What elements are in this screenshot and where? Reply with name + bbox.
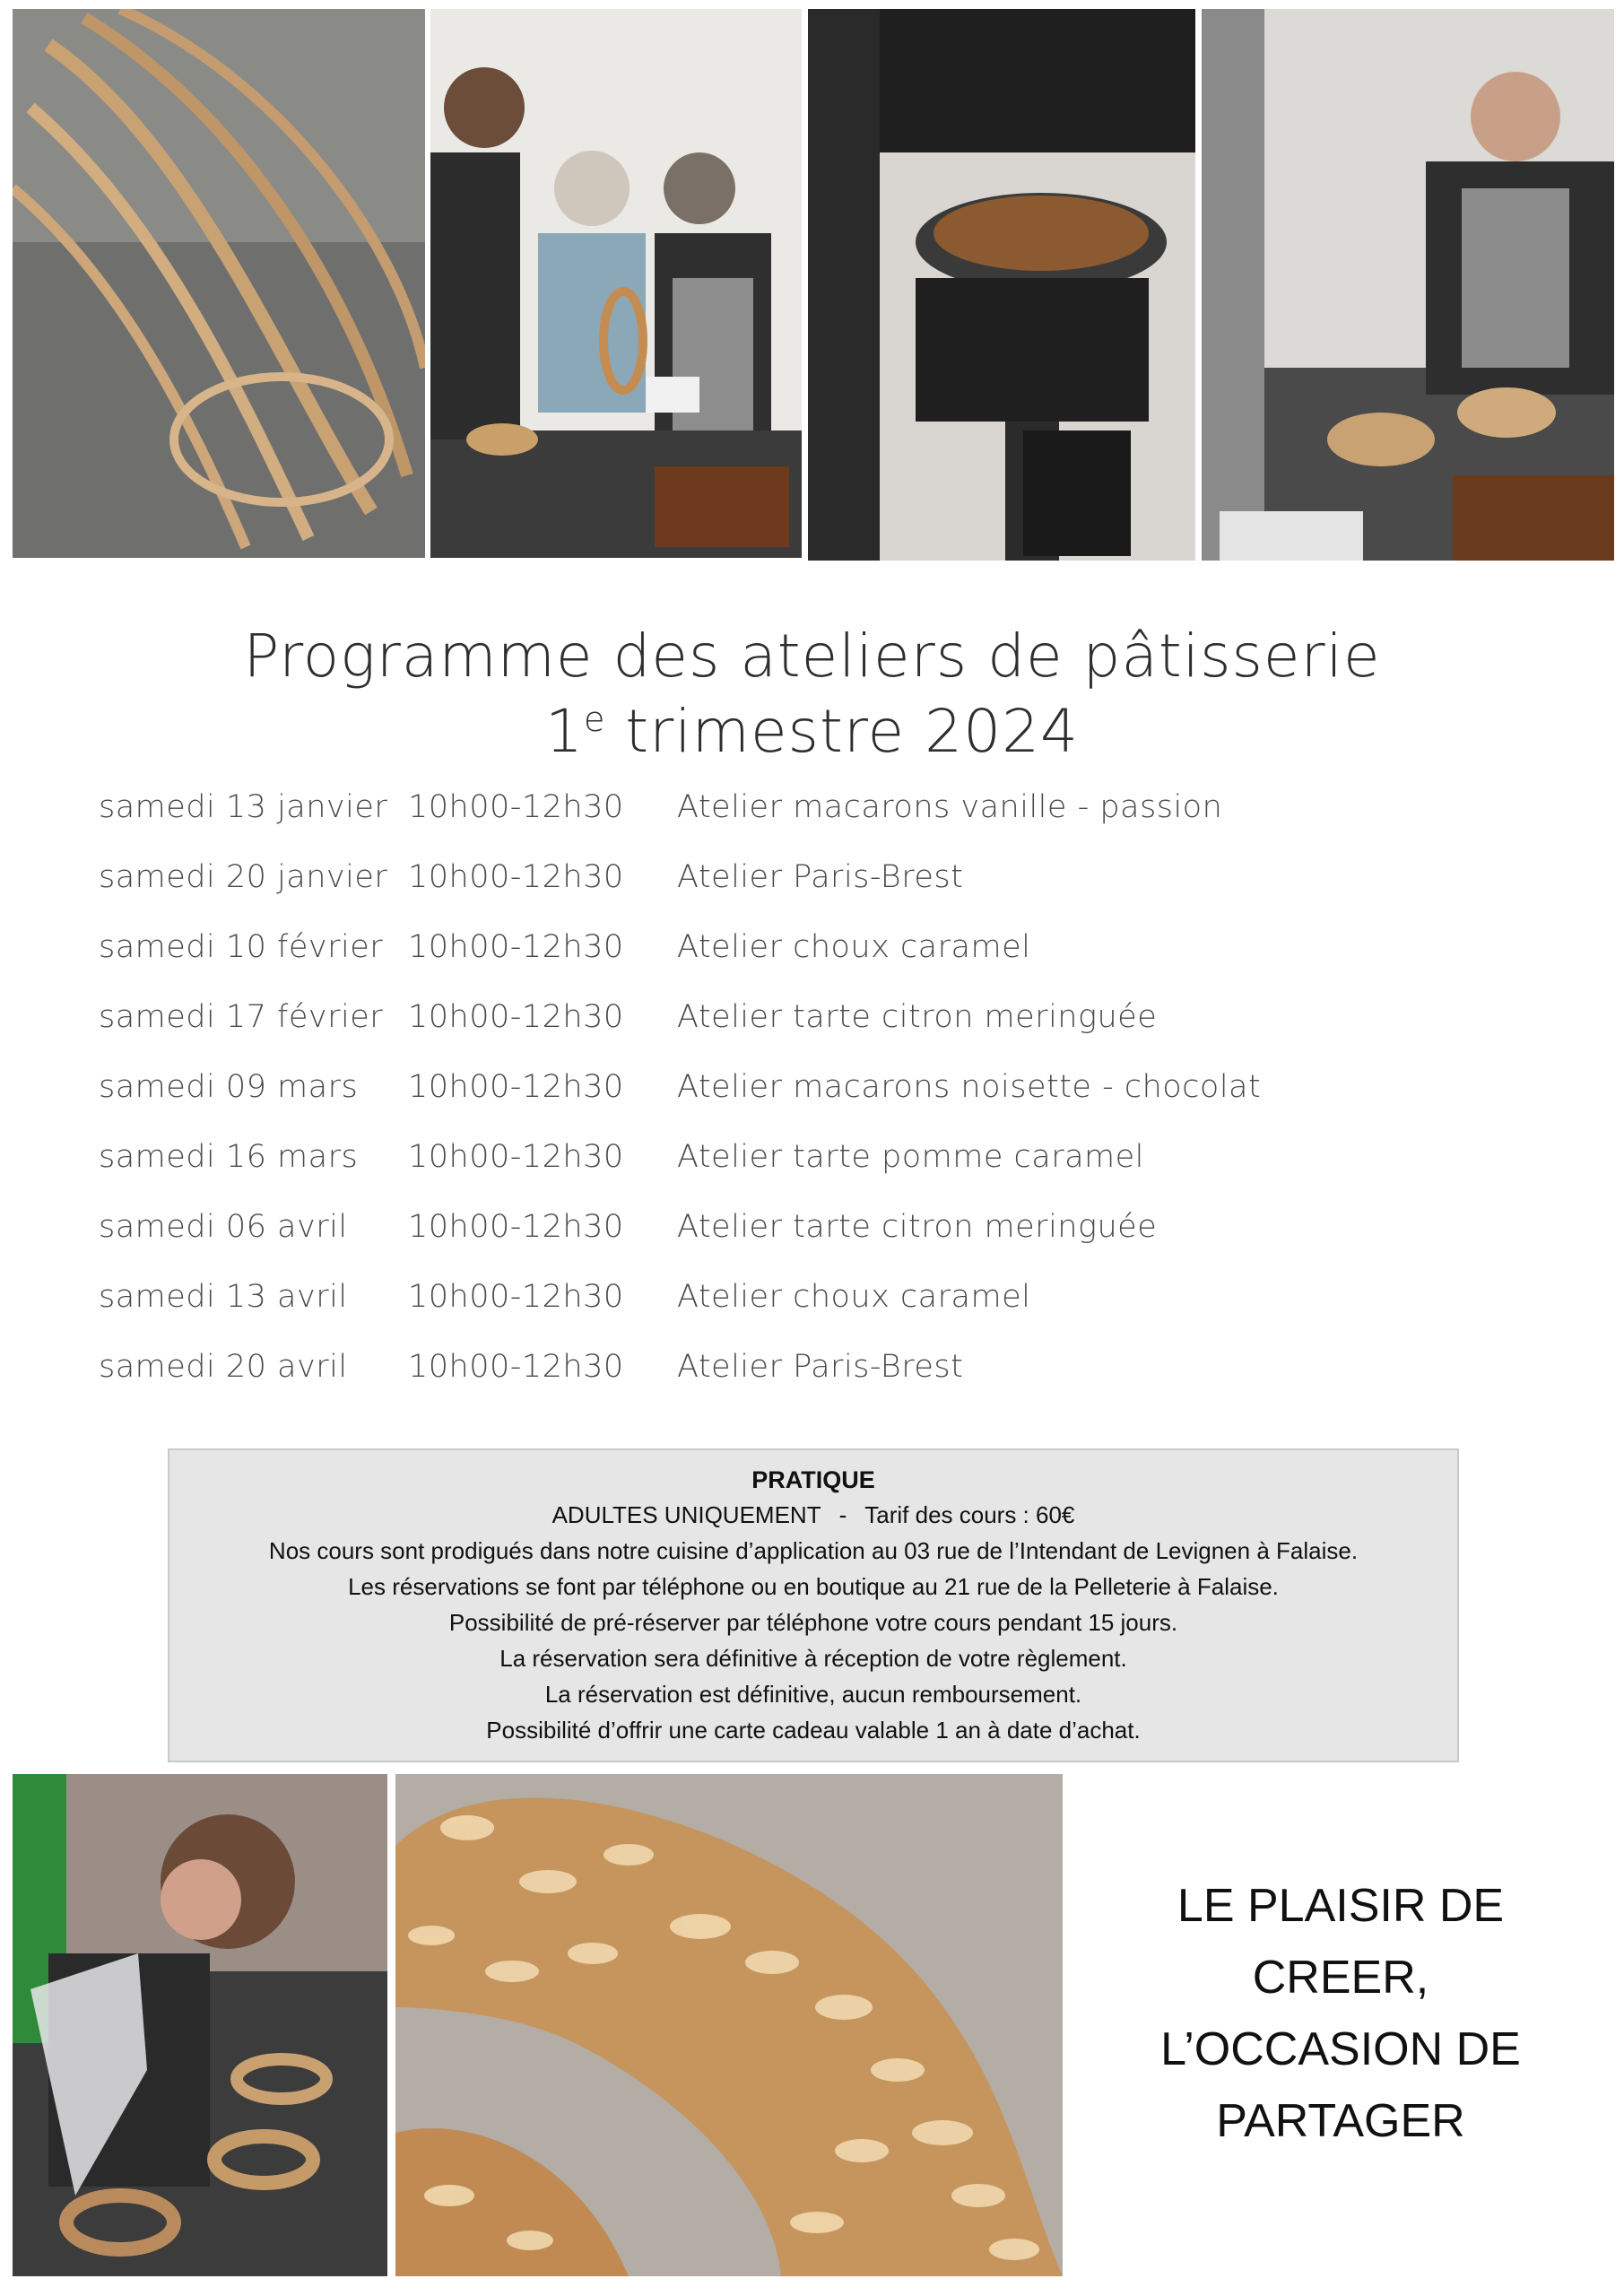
- schedule-row: [99, 1069, 1444, 1123]
- piping-pastry-photo: [13, 1774, 387, 2276]
- info-heading: PRATIQUE: [751, 1466, 875, 1493]
- schedule-activity: Atelier Paris-Brest: [677, 859, 964, 895]
- schedule-activity: Atelier choux caramel: [677, 929, 1031, 965]
- title-line-1: Programme des ateliers de pâtisserie: [243, 622, 1381, 691]
- caramelizing-nuts-pan-photo: [808, 9, 1195, 561]
- info-line: La réservation sera définitive à réception de votre règlement.: [499, 1645, 1127, 1672]
- info-audience-price: [169, 1497, 1457, 1533]
- almond-paris-brest-closeup-photo: [395, 1774, 1063, 2276]
- whisk-with-batter-photo: [13, 9, 425, 558]
- schedule-date: samedi 13 janvier: [99, 789, 388, 825]
- schedule-time: 10h00-12h30: [408, 1139, 624, 1175]
- info-line: Les réservations se font par téléphone ou en boutique au 21 rue de la Pelleterie à Falaise.: [348, 1573, 1279, 1600]
- schedule-time: 10h00-12h30: [408, 929, 624, 965]
- schedule-row: [99, 999, 1444, 1053]
- title-ordinal-suffix: e: [583, 700, 606, 739]
- schedule-date: samedi 06 avril: [99, 1209, 348, 1245]
- page-title: [0, 619, 1624, 770]
- schedule-row: [99, 1139, 1444, 1193]
- schedule-time: 10h00-12h30: [408, 1209, 624, 1245]
- chef-dusting-paris-brest-photo: [1202, 9, 1614, 561]
- schedule-date: samedi 17 février: [99, 999, 384, 1035]
- info-line: Possibilité d’offrir une carte cadeau valable 1 an à date d’achat.: [486, 1717, 1141, 1744]
- info-line: Nos cours sont prodigués dans notre cuisine d’application au 03 rue de l’Intendant de Levignen à Falaise.: [268, 1537, 1359, 1564]
- schedule-activity: Atelier tarte citron meringuée: [677, 999, 1158, 1035]
- schedule-row: [99, 1349, 1444, 1403]
- title-trimester-text: trimestre 2024: [605, 697, 1080, 766]
- slogan-line: LE PLAISIR DE: [1177, 1880, 1505, 1932]
- schedule-time: 10h00-12h30: [408, 859, 624, 895]
- schedule-time: 10h00-12h30: [408, 789, 624, 825]
- title-trimester-number: 1: [544, 697, 584, 766]
- schedule-activity: Atelier choux caramel: [677, 1279, 1031, 1315]
- schedule-row: [99, 789, 1444, 843]
- title-line-2: [0, 694, 1624, 770]
- schedule-date: samedi 20 avril: [99, 1349, 348, 1385]
- workshop-participants-photo: [430, 9, 802, 558]
- schedule-row: [99, 859, 1444, 913]
- schedule-time: 10h00-12h30: [408, 1279, 624, 1315]
- schedule-time: 10h00-12h30: [408, 1069, 624, 1105]
- schedule-activity: Atelier tarte citron meringuée: [677, 1209, 1158, 1245]
- schedule-row: [99, 929, 1444, 983]
- slogan-line: L’OCCASION DE: [1160, 2023, 1521, 2075]
- schedule-date: samedi 13 avril: [99, 1279, 348, 1315]
- info-price: Tarif des cours : 60€: [864, 1501, 1075, 1528]
- info-separator: -: [838, 1501, 847, 1528]
- info-audience: ADULTES UNIQUEMENT: [551, 1501, 821, 1528]
- schedule-activity: Atelier Paris-Brest: [677, 1349, 964, 1385]
- schedule-time: 10h00-12h30: [408, 1349, 624, 1385]
- schedule-date: samedi 09 mars: [99, 1069, 359, 1105]
- schedule-activity: Atelier tarte pomme caramel: [677, 1139, 1144, 1175]
- schedule-date: samedi 10 février: [99, 929, 384, 965]
- schedule-date: samedi 16 mars: [99, 1139, 359, 1175]
- info-line: Possibilité de pré-réserver par téléphone votre cours pendant 15 jours.: [448, 1609, 1178, 1636]
- schedule-date: samedi 20 janvier: [99, 859, 388, 895]
- schedule-activity: Atelier macarons vanille - passion: [677, 789, 1223, 825]
- slogan-line: CREER,: [1252, 1952, 1429, 2004]
- schedule-row: [99, 1209, 1444, 1263]
- schedule-activity: Atelier macarons noisette - chocolat: [677, 1069, 1262, 1105]
- schedule-row: [99, 1279, 1444, 1333]
- schedule-time: 10h00-12h30: [408, 999, 624, 1035]
- practical-info-box: [168, 1448, 1459, 1762]
- info-line: La réservation est définitive, aucun remboursement.: [544, 1681, 1082, 1708]
- slogan-line: PARTAGER: [1216, 2095, 1465, 2147]
- slogan: [1103, 1870, 1578, 2157]
